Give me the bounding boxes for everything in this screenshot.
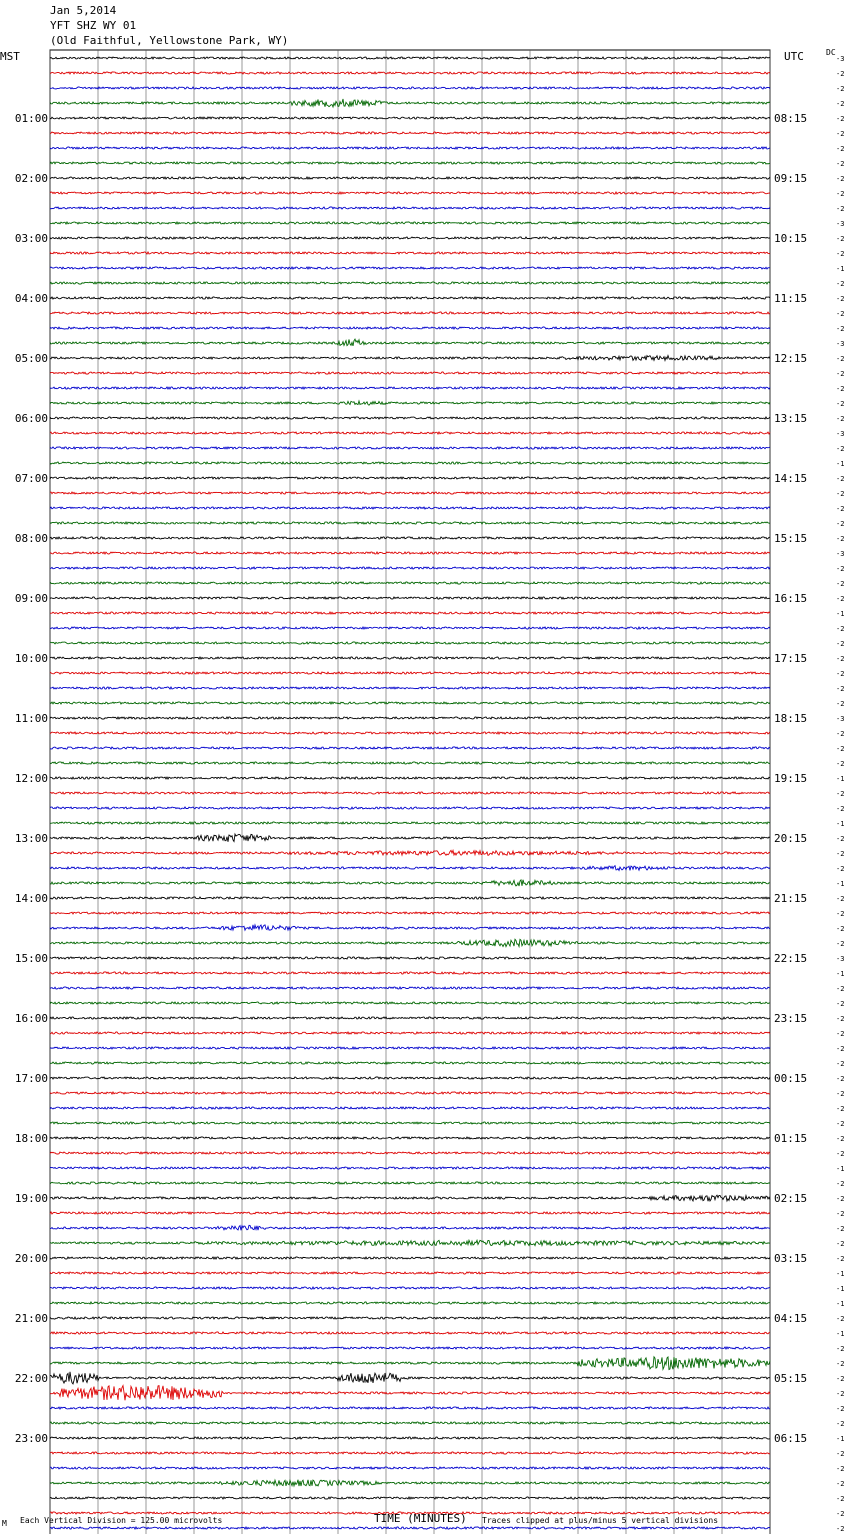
mst-hour-label: 18:00 [14,1132,48,1145]
dc-offset-label: -2 [836,1135,845,1143]
seismic-trace [50,1225,770,1230]
dc-offset-label: -2 [836,1225,845,1233]
seismic-trace [50,880,770,886]
seismic-trace [50,777,770,779]
dc-offset-label: -2 [836,670,845,678]
utc-hour-label: 12:15 [774,352,808,365]
dc-offset-label: -2 [836,1390,845,1398]
seismic-trace [50,177,770,179]
seismic-trace [50,252,770,254]
dc-offset-label: -2 [836,910,845,918]
dc-offset-label: -2 [836,310,845,318]
dc-offset-label: -2 [836,700,845,708]
seismic-trace [50,987,770,989]
mst-hour-label: 10:00 [14,652,48,665]
seismic-trace [50,657,770,659]
seismic-trace [50,552,770,554]
seismic-trace [50,1077,770,1079]
dc-offset-label: -1 [836,970,845,978]
seismic-trace [50,87,770,89]
time-labels [15,55,845,1534]
dc-offset-label: -2 [836,685,845,693]
seismic-trace [50,1347,770,1349]
seismic-trace [50,1047,770,1049]
plot-date: Jan 5,2014 [50,4,117,17]
dc-offset-label: -2 [836,295,845,303]
utc-hour-label: 23:15 [774,1012,808,1025]
dc-offset-label: -1 [836,775,845,783]
right-timezone-label: UTC [784,50,804,63]
dc-offset-label: -3 [836,550,845,558]
seismic-trace [50,792,770,794]
mst-hour-label: 04:00 [14,292,48,305]
dc-offset-label: -2 [836,640,845,648]
left-timezone-label: MST [0,50,20,63]
utc-hour-label: 16:15 [774,592,808,605]
seismic-trace [50,1107,770,1109]
dc-offset-label: -2 [836,1405,845,1413]
utc-hour-label: 11:15 [774,292,808,305]
mst-hour-label: 22:00 [14,1372,48,1385]
dc-offset-label: -1 [836,1300,845,1308]
dc-offset-label: -1 [836,265,845,273]
seismic-trace [50,522,770,524]
dc-offset-label: -2 [836,1375,845,1383]
dc-offset-label: -2 [836,730,845,738]
seismic-trace [50,1152,770,1154]
dc-offset-label: -2 [836,1210,845,1218]
seismic-trace [50,747,770,749]
utc-hour-label: 00:15 [774,1072,808,1085]
mst-hour-label: 16:00 [14,1012,48,1025]
seismic-trace [50,1407,770,1409]
seismic-trace [50,1372,770,1384]
dc-offset-label: -2 [836,1525,845,1533]
station-location: (Old Faithful, Yellowstone Park, WY) [50,34,289,47]
seismic-trace [50,1480,770,1486]
dc-offset-label: -2 [836,1045,845,1053]
dc-offset-label: -2 [836,505,845,513]
dc-offset-label: -2 [836,865,845,873]
seismic-trace [50,762,770,764]
dc-offset-label: -2 [836,490,845,498]
dc-offset-label: -2 [836,580,845,588]
dc-offset-label: -1 [836,460,845,468]
seismic-trace [50,1317,770,1319]
mst-hour-label: 08:00 [14,532,48,545]
station-code: YFT SHZ WY 01 [50,19,137,32]
seismic-trace [50,1212,770,1214]
dc-offset-label: -2 [836,85,845,93]
dc-offset-label: -2 [836,1345,845,1353]
seismic-trace [50,1422,770,1424]
seismic-trace [50,834,770,842]
dc-offset-label: -2 [836,385,845,393]
dc-offset-label: -2 [836,1195,845,1203]
mst-hour-label: 14:00 [14,892,48,905]
dc-offset-label: -2 [836,655,845,663]
seismic-trace [50,339,770,346]
seismic-trace [50,356,770,361]
x-axis-title: TIME (MINUTES) [374,1512,467,1525]
dc-offset-label: -2 [836,760,845,768]
utc-hour-label: 22:15 [774,952,808,965]
dc-offset-label: -2 [836,1315,845,1323]
seismic-trace [50,117,770,119]
dc-offset-label: -2 [836,1510,845,1518]
dc-offset-label: -2 [836,985,845,993]
seismic-trace [50,957,770,959]
utc-hour-label: 13:15 [774,412,808,425]
seismic-trace [50,567,770,569]
seismic-trace [50,207,770,209]
dc-offset-label: -2 [836,70,845,78]
dc-offset-label: -3 [836,340,845,348]
dc-offset-label: -2 [836,940,845,948]
dc-offset-label: -2 [836,1180,845,1188]
dc-offset-label: -2 [836,1420,845,1428]
dc-offset-label: -2 [836,1015,845,1023]
seismic-trace [50,1032,770,1034]
dc-offset-label: -2 [836,850,845,858]
mst-hour-label: 11:00 [14,712,48,725]
dc-offset-label: -2 [836,1150,845,1158]
utc-hour-label: 08:15 [774,112,808,125]
seismic-trace [50,327,770,329]
seismic-trace [50,866,770,871]
dc-offset-label: -2 [836,835,845,843]
utc-hour-label: 03:15 [774,1252,808,1265]
seismic-trace [50,1062,770,1064]
mst-hour-label: 19:00 [14,1192,48,1205]
seismic-trace [50,372,770,374]
seismic-trace [50,597,770,599]
seismic-trace [50,267,770,269]
seismic-trace [50,192,770,194]
seismic-trace [50,132,770,134]
mst-hour-label: 09:00 [14,592,48,605]
seismic-trace [50,1287,770,1289]
seismic-trace [50,897,770,899]
dc-offset-label: -2 [836,415,845,423]
dc-offset-label: -1 [836,1330,845,1338]
dc-offset-label: -2 [836,475,845,483]
mst-hour-label: 05:00 [14,352,48,365]
seismic-trace [50,312,770,314]
seismic-trace [50,939,770,946]
seismic-trace [50,477,770,479]
seismic-trace [50,537,770,539]
mst-hour-label: 07:00 [14,472,48,485]
seismic-trace [50,732,770,734]
dc-offset-label: -2 [836,145,845,153]
dc-offset-label: -2 [836,1030,845,1038]
dc-offset-label: -2 [836,1090,845,1098]
mst-hour-label: 15:00 [14,952,48,965]
utc-hour-label: 17:15 [774,652,808,665]
dc-offset-label: -1 [836,1435,845,1443]
dc-offset-header: DC [826,48,836,57]
dc-offset-label: -2 [836,805,845,813]
dc-offset-label: -3 [836,430,845,438]
seismic-trace [50,1122,770,1124]
dc-offset-label: -2 [836,925,845,933]
dc-offset-label: -2 [836,1450,845,1458]
mst-hour-label: 23:00 [14,1432,48,1445]
dc-offset-label: -2 [836,1465,845,1473]
seismic-trace [50,147,770,149]
seismic-trace [50,237,770,239]
seismic-trace [50,822,770,824]
seismic-trace [50,1257,770,1259]
utc-hour-label: 18:15 [774,712,808,725]
clip-note: Traces clipped at plus/minus 5 vertical divisions [482,1516,719,1525]
seismic-trace [50,1332,770,1334]
dc-offset-label: -2 [836,790,845,798]
dc-offset-label: -2 [836,325,845,333]
seismic-trace [50,702,770,704]
dc-offset-label: -1 [836,880,845,888]
mst-hour-label: 06:00 [14,412,48,425]
seismic-trace [50,1437,770,1439]
dc-offset-label: -2 [836,1480,845,1488]
mst-hour-label: 01:00 [14,112,48,125]
seismic-trace [50,627,770,629]
seismic-trace [50,99,770,107]
utc-hour-label: 21:15 [774,892,808,905]
seismic-trace [50,807,770,809]
seismic-trace [50,401,770,405]
dc-offset-label: -2 [836,625,845,633]
dc-offset-label: -1 [836,820,845,828]
seismic-trace [50,1240,770,1245]
seismic-trace [50,612,770,614]
seismic-trace [50,282,770,284]
dc-offset-label: -2 [836,400,845,408]
seismic-trace [50,492,770,494]
dc-offset-label: -1 [836,1165,845,1173]
seismic-trace [50,672,770,674]
dc-offset-label: -2 [836,1240,845,1248]
minute-gridlines [50,50,770,1534]
seismic-trace [50,417,770,419]
utc-hour-label: 04:15 [774,1312,808,1325]
dc-offset-label: -2 [836,1000,845,1008]
seismic-trace [50,717,770,719]
utc-hour-label: 10:15 [774,232,808,245]
seismic-trace [50,972,770,974]
seismic-trace [50,1092,770,1094]
dc-offset-label: -2 [836,160,845,168]
utc-hour-label: 09:15 [774,172,808,185]
mst-hour-label: 21:00 [14,1312,48,1325]
dc-offset-label: -2 [836,100,845,108]
seismic-trace [50,1195,770,1201]
seismic-trace [50,447,770,449]
seismic-trace [50,432,770,434]
utc-hour-label: 06:15 [774,1432,808,1445]
utc-hour-label: 15:15 [774,532,808,545]
utc-hour-label: 05:15 [774,1372,808,1385]
mst-hour-label: 03:00 [14,232,48,245]
seismic-trace [50,162,770,164]
dc-offset-label: -3 [836,715,845,723]
seismic-trace [50,1167,770,1169]
seismic-trace [50,222,770,224]
seismic-trace [50,850,770,855]
dc-offset-label: -2 [836,745,845,753]
dc-offset-label: -2 [836,370,845,378]
seismic-trace [50,1527,770,1529]
seismic-trace [50,1357,770,1370]
seismic-trace [50,297,770,299]
seismic-trace [50,1182,770,1184]
seismic-trace [50,925,770,930]
utc-hour-label: 20:15 [774,832,808,845]
dc-offset-label: -2 [836,280,845,288]
seismic-trace [50,1272,770,1274]
dc-offset-label: -2 [836,1360,845,1368]
seismic-trace [50,1137,770,1139]
dc-offset-label: -2 [836,130,845,138]
dc-offset-label: -1 [836,1285,845,1293]
seismic-trace [50,387,770,389]
dc-offset-label: -2 [836,895,845,903]
utc-hour-label: 02:15 [774,1192,808,1205]
dc-offset-label: -2 [836,565,845,573]
utc-hour-label: 01:15 [774,1132,808,1145]
seismic-trace [50,1017,770,1019]
utc-hour-label: 14:15 [774,472,808,485]
dc-offset-label: -2 [836,205,845,213]
dc-offset-label: -2 [836,1075,845,1083]
dc-offset-label: -2 [836,1105,845,1113]
dc-offset-label: -2 [836,535,845,543]
seismic-trace [50,1002,770,1004]
dc-offset-label: -2 [836,1495,845,1503]
mst-hour-label: 13:00 [14,832,48,845]
seismic-trace [50,1467,770,1469]
dc-offset-label: -3 [836,55,845,63]
seismic-trace [50,72,770,74]
dc-offset-label: -2 [836,445,845,453]
dc-offset-label: -2 [836,355,845,363]
vertical-scale-note: Each Vertical Division = 125.00 microvolts [20,1516,223,1525]
seismic-trace [50,687,770,689]
seismic-trace [50,582,770,584]
seismic-trace [50,642,770,644]
seismic-trace [50,1497,770,1499]
dc-offset-label: -2 [836,595,845,603]
seismic-trace [50,912,770,914]
dc-offset-label: -2 [836,1255,845,1263]
mst-hour-label: 20:00 [14,1252,48,1265]
dc-offset-label: -2 [836,520,845,528]
seismic-trace [50,1452,770,1454]
seismic-trace [50,462,770,464]
dc-offset-label: -2 [836,115,845,123]
dc-offset-label: -2 [836,250,845,258]
dc-offset-label: -3 [836,955,845,963]
corner-mark: M [2,1519,7,1528]
mst-hour-label: 12:00 [14,772,48,785]
dc-offset-label: -2 [836,1120,845,1128]
mst-hour-label: 17:00 [14,1072,48,1085]
plot-frame [50,50,770,1534]
mst-hour-label: 02:00 [14,172,48,185]
dc-offset-label: -1 [836,1270,845,1278]
seismic-trace [50,507,770,509]
seismic-trace [50,1386,770,1401]
dc-offset-label: -3 [836,220,845,228]
dc-offset-label: -2 [836,175,845,183]
utc-hour-label: 19:15 [774,772,808,785]
seismic-traces [50,57,770,1534]
seismic-trace [50,57,770,59]
dc-offset-label: -2 [836,1060,845,1068]
seismic-trace [50,1302,770,1304]
dc-offset-label: -2 [836,235,845,243]
dc-offset-label: -1 [836,610,845,618]
dc-offset-label: -2 [836,190,845,198]
